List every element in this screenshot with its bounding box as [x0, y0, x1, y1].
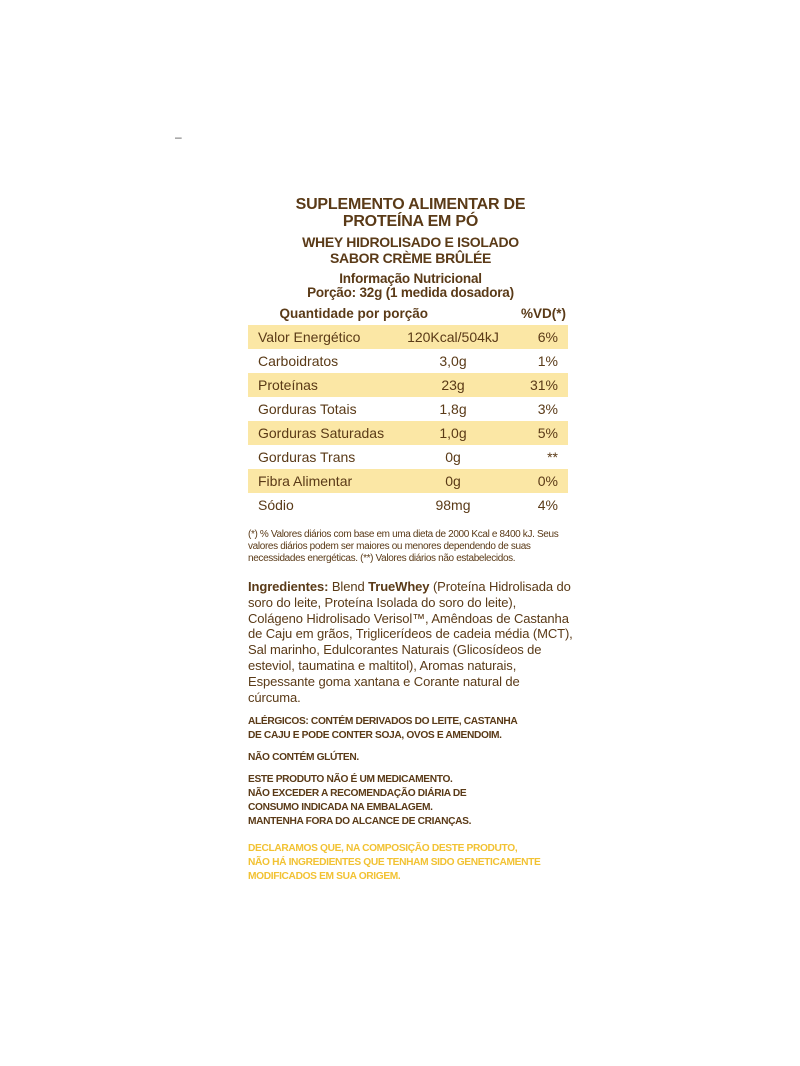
nutrient-daily-value: 3%: [537, 401, 558, 417]
nutrient-name: Fibra Alimentar: [248, 469, 393, 493]
nutrient-quantity: 98mg: [435, 497, 471, 513]
nutrition-heading-text: Informação Nutricional: [339, 271, 482, 286]
nutrient-name: Gorduras Trans: [258, 449, 356, 465]
declaration-line-3: MODIFICADOS EM SUA ORIGEM.: [248, 871, 401, 883]
product-subtitle: [248, 234, 573, 266]
nutrition-footnote: (*) % Valores diários com base em uma dieta de 2000 Kcal e 8400 kJ. Seus valores diários podem ser maiores ou menores dependendo de suas necessidades energéticas. (**) Valores diários não estabelecidos.: [248, 529, 559, 564]
ingredients-prefix: Blend: [328, 579, 369, 594]
allergens-line-2: DE CAJU E PODE CONTER SOJA, OVOS E AMENDOIM.: [248, 730, 502, 742]
allergens-line-1: ALÉRGICOS: CONTÉM DERIVADOS DO LEITE, CASTANHA: [248, 716, 518, 728]
nutrient-name: Sódio: [258, 497, 294, 513]
nutrient-daily-value: 4%: [537, 497, 558, 513]
nutrient-quantity: 0g: [393, 469, 513, 493]
table-row: [248, 421, 568, 445]
nutrition-table: [248, 325, 568, 517]
medication-line-3: CONSUMO INDICADA NA EMBALAGEM.: [248, 802, 433, 814]
subtitle-line-2: SABOR CRÈME BRÛLÉE: [329, 250, 492, 266]
ingredients-text: [248, 579, 573, 705]
table-row: [248, 469, 568, 493]
nutrient-daily-value: 31%: [513, 373, 568, 397]
nutrition-heading: [248, 272, 573, 300]
declaration-line-2: NÃO HÁ INGREDIENTES QUE TENHAM SIDO GENETICAMENTE: [248, 857, 541, 869]
ingredients-list: (Proteína Hidrolisada do soro do leite, Proteína Isolada do soro do leite), Colágeno Hidrolisado Verisol™, Amêndoas de Castanha de Caju em grãos, Triglicerídeos de cadeia média (MCT), Sal marinho, Edulcorantes Naturais (Glicosídeos de esteviol, taumatina e maltitol), Aromas naturais, Espessante goma xantana e Corante natural de cúrcuma.: [248, 579, 573, 705]
medication-line-1: ESTE PRODUTO NÃO É UM MEDICAMENTO.: [248, 774, 453, 786]
table-row: [248, 373, 568, 397]
nutrient-quantity: 1,8g: [439, 401, 467, 417]
brand-name: TrueWhey: [368, 579, 430, 594]
medication-line-2: NÃO EXCEDER A RECOMENDAÇÃO DIÁRIA DE: [248, 788, 467, 800]
medication-line-4: MANTENHA FORA DO ALCANCE DE CRIANÇAS.: [248, 816, 472, 828]
table-row: [248, 493, 568, 517]
nutrient-quantity: 23g: [393, 373, 513, 397]
nutrient-quantity: 1,0g: [393, 421, 513, 445]
nutrient-name: Gorduras Totais: [258, 401, 357, 417]
nutrient-name: Gorduras Saturadas: [248, 421, 393, 445]
table-header: [248, 304, 573, 322]
nutrient-name: Carboidratos: [258, 353, 339, 369]
nutrient-name: Valor Energético: [248, 325, 393, 349]
nutrient-name: Proteínas: [248, 373, 393, 397]
title-line-1: SUPLEMENTO ALIMENTAR DE: [295, 196, 526, 213]
table-row: [248, 349, 568, 373]
col-vd-header: %VD(*): [520, 305, 566, 321]
table-row: [248, 325, 568, 349]
nutrition-label-panel: [248, 196, 573, 884]
gluten-warning: NÃO CONTÉM GLÚTEN.: [248, 752, 359, 764]
col-qty-header: Quantidade por porção: [279, 305, 428, 321]
table-row: [248, 445, 568, 469]
gmo-declaration: [248, 842, 573, 884]
stray-mark: –: [175, 130, 182, 144]
nutrient-daily-value: **: [547, 449, 558, 465]
table-row: [248, 397, 568, 421]
declaration-line-1: DECLARAMOS QUE, NA COMPOSIÇÃO DESTE PRODUTO,: [248, 843, 518, 855]
title-line-2: PROTEÍNA EM PÓ: [342, 213, 479, 230]
nutrient-quantity: 3,0g: [439, 353, 467, 369]
medication-warning: [248, 773, 573, 829]
portion-text: Porção: 32g (1 medida dosadora): [307, 285, 514, 300]
allergens-warning: [248, 715, 573, 743]
subtitle-line-1: WHEY HIDROLISADO E ISOLADO: [302, 234, 519, 250]
ingredients-label: Ingredientes:: [248, 579, 329, 594]
nutrient-daily-value: 5%: [513, 421, 568, 445]
nutrient-daily-value: 0%: [513, 469, 568, 493]
product-title: [248, 196, 573, 230]
nutrient-quantity: 120Kcal/504kJ: [393, 325, 513, 349]
nutrient-daily-value: 6%: [513, 325, 568, 349]
nutrient-daily-value: 1%: [537, 353, 558, 369]
nutrient-quantity: 0g: [445, 449, 461, 465]
